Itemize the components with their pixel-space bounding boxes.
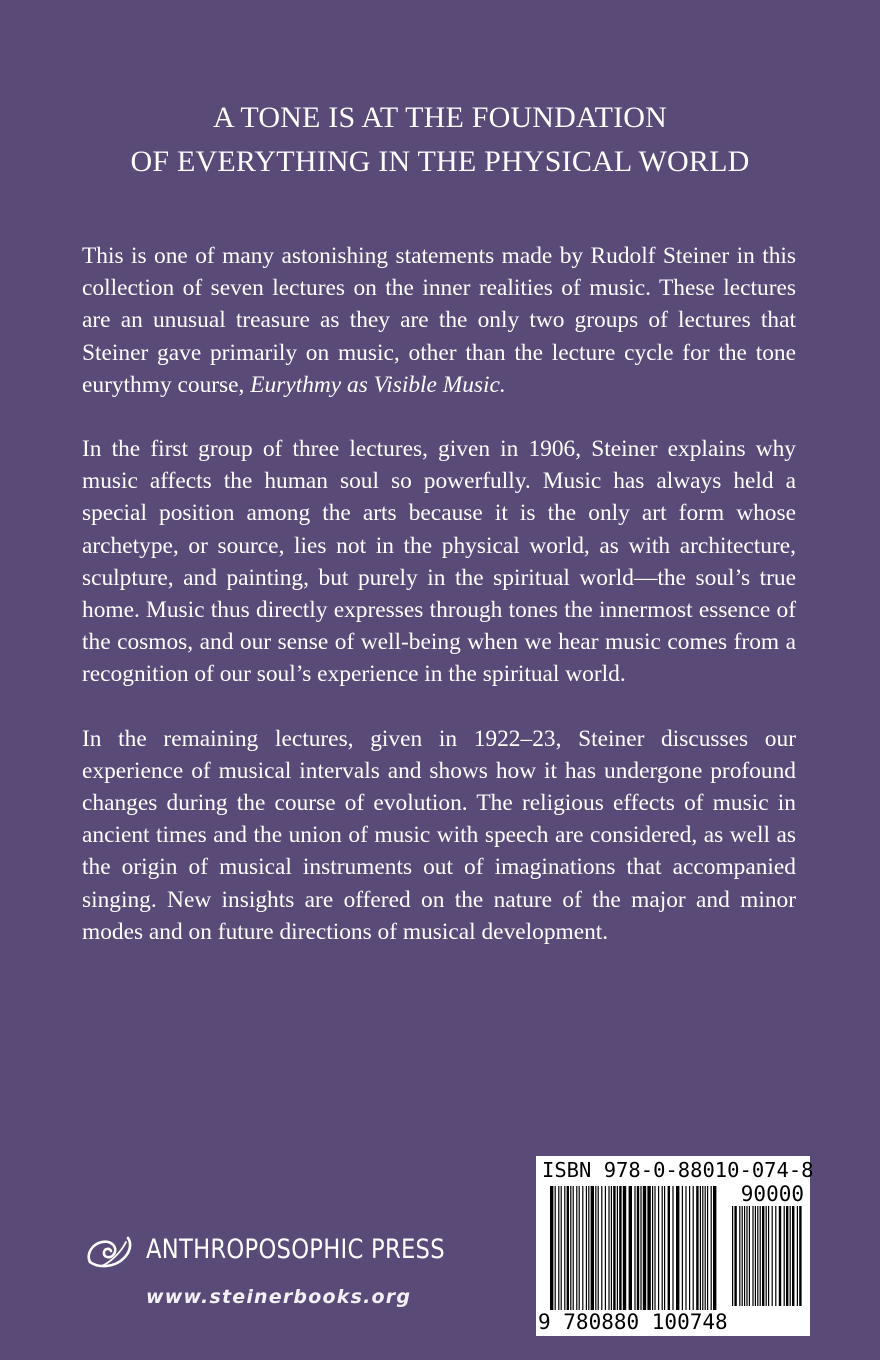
barcode-bar <box>654 1186 655 1310</box>
barcode-bar <box>561 1186 562 1310</box>
swirl-logo-icon <box>84 1232 136 1272</box>
barcode-bar <box>676 1186 679 1310</box>
barcode-bar <box>595 1186 596 1310</box>
barcode-bar <box>598 1186 599 1310</box>
barcode-bar <box>784 1206 785 1306</box>
barcode-bar <box>613 1186 615 1310</box>
publisher-block <box>84 1228 504 1288</box>
addon-barcode-bars <box>732 1206 802 1306</box>
barcode-bar <box>786 1206 788 1306</box>
blurb-paragraph-3: In the remaining lectures, given in 1922–23, Steiner discusses our experience of musical intervals and shows how it has undergone profound changes during the course of evolution. The religious effects of music in ancient times and the union of music with speech are considered, as well as the origin of musical instruments out of imaginations that accompanied singing. New insights are offered on the nature of the major and minor modes and on future directions of musical development. <box>82 725 796 945</box>
barcode-bar <box>749 1206 750 1306</box>
barcode-bar <box>799 1206 801 1306</box>
barcode-bar <box>611 1186 612 1310</box>
headline-line-2: OF EVERYTHING IN THE PHYSICAL WORLD <box>130 145 750 178</box>
barcode-bar <box>576 1186 577 1310</box>
barcode-bar <box>702 1186 703 1310</box>
barcode-bar <box>685 1186 686 1310</box>
ean-barcode-bars <box>550 1186 718 1310</box>
isbn-number: ISBN 978-0-88010-074-8 <box>542 1158 814 1182</box>
barcode-bar <box>755 1206 756 1306</box>
barcode-bar <box>652 1186 653 1310</box>
barcode-bar <box>601 1186 602 1310</box>
blurb-paragraph-2: In the first group of three lectures, given in 1906, Steiner explains why music affects the human soul so powerfully. Music has always held a special position among the arts because it is the only art form whose archetype, or source, lies not in the physical world, as with architecture, sculpture, and painting, but purely in the spiritual world—the soul’s true home. Music thus directly expresses through tones the innermost essence of the cosmos, and our sense of well-being when we hear music comes from a recognition of our soul’s experience in the spiritual world. <box>82 436 796 688</box>
book-title-italic: Eurythmy as Visible Music. <box>250 371 506 398</box>
barcode-bar <box>689 1186 690 1310</box>
price-code: 90000 <box>740 1182 804 1206</box>
barcode-bar <box>775 1206 776 1306</box>
barcode-bar <box>647 1186 650 1310</box>
barcode-bar <box>766 1206 767 1306</box>
ean-number: 9 780880 100748 <box>538 1310 728 1334</box>
barcode-bar <box>579 1186 580 1310</box>
barcode-bar <box>757 1206 758 1306</box>
barcode-bar <box>658 1186 659 1310</box>
barcode-bar <box>700 1186 701 1310</box>
barcode-bar <box>772 1206 773 1306</box>
barcode-bar <box>558 1186 559 1310</box>
barcode-bar <box>640 1186 641 1310</box>
barcode-bar <box>617 1186 618 1310</box>
barcode-bar <box>550 1186 553 1310</box>
barcode-bar <box>713 1186 716 1310</box>
publisher-url: www.steinerbooks.org <box>146 1286 412 1308</box>
barcode-bar <box>705 1186 706 1310</box>
barcode-bar <box>760 1206 761 1306</box>
barcode-bar <box>682 1186 683 1310</box>
barcode-bar <box>711 1186 712 1310</box>
barcode-bar <box>573 1186 574 1310</box>
barcode-bar <box>746 1206 747 1306</box>
barcode-bar <box>668 1186 670 1310</box>
barcode-bar <box>586 1186 587 1310</box>
barcode-bar <box>605 1186 606 1310</box>
barcode-bar <box>629 1186 632 1310</box>
barcode-bar <box>762 1206 764 1306</box>
barcode-bar <box>693 1186 694 1310</box>
barcode-bar <box>664 1186 665 1310</box>
barcode-bar <box>707 1186 708 1310</box>
barcode-bar <box>643 1186 646 1310</box>
blurb-paragraph-1 <box>82 240 796 401</box>
barcode-bar <box>662 1186 663 1310</box>
barcode <box>536 1156 814 1336</box>
barcode-bar <box>637 1186 639 1310</box>
barcode-bar <box>608 1186 609 1310</box>
barcode-bar <box>739 1206 740 1306</box>
publisher-name: ANTHROPOSOPHIC PRESS <box>146 1234 445 1265</box>
barcode-bar <box>672 1186 673 1310</box>
barcode-bar <box>567 1186 569 1310</box>
barcode-bar <box>732 1206 733 1306</box>
barcode-bar <box>696 1186 698 1310</box>
barcode-bar <box>768 1206 769 1306</box>
barcode-bar <box>792 1206 794 1306</box>
headline-line-1: A TONE IS AT THE FOUNDATION <box>212 101 668 134</box>
blurb <box>82 240 796 980</box>
barcode-bar <box>588 1186 589 1310</box>
barcode-bar <box>555 1186 556 1310</box>
blurb-paragraph-1-text: This is one of many astonishing statements made by Rudolf Steiner in this collection of seven lectures on the inner realities of music. These lectures are an unusual treasure as they are the only two groups of lectures that Steiner gave primarily on music, other than the lecture cycle for the tone eurythmy course, <box>82 243 796 398</box>
barcode-bar <box>790 1206 791 1306</box>
barcode-bar <box>623 1186 626 1310</box>
barcode-bar <box>564 1186 565 1310</box>
barcode-bar <box>591 1186 594 1310</box>
barcode-bar <box>797 1206 798 1306</box>
barcode-bar <box>734 1206 736 1306</box>
barcode-bar <box>742 1206 743 1306</box>
barcode-bar <box>744 1206 745 1306</box>
headline <box>0 96 880 184</box>
barcode-bar <box>619 1186 621 1310</box>
barcode-bar <box>779 1206 781 1306</box>
barcode-bar <box>752 1206 753 1306</box>
barcode-bar <box>582 1186 583 1310</box>
barcode-bar <box>634 1186 635 1310</box>
barcode-bar <box>570 1186 571 1310</box>
